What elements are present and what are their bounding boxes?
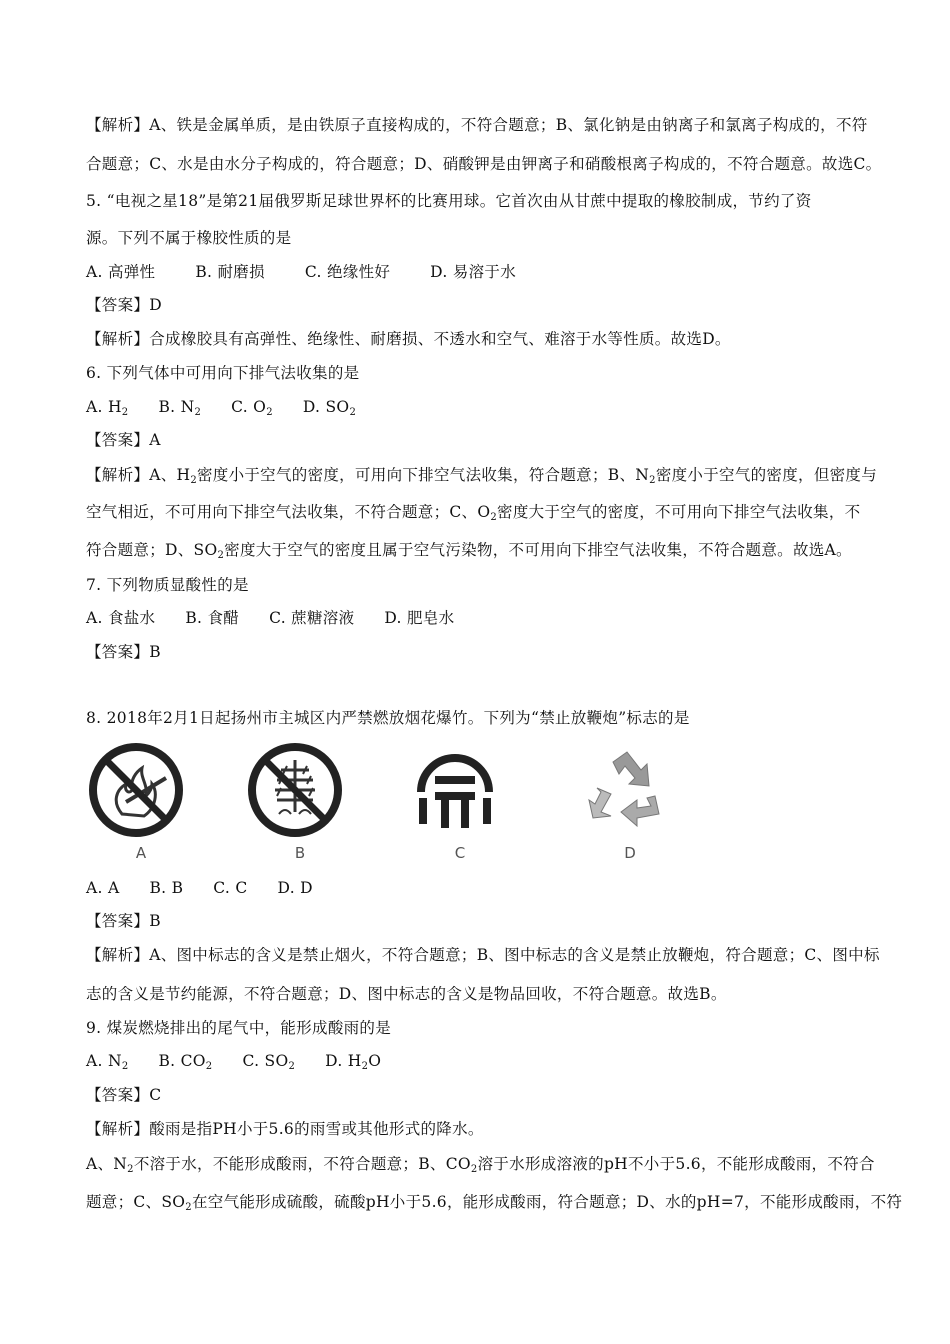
option-7d: D. 肥皂水 (384, 609, 455, 627)
sign-d (575, 740, 685, 870)
no-firecrackers-icon (245, 740, 345, 840)
option-9b: B. $CO_2$ (158, 1052, 213, 1072)
option-9a: A. $N_2$ (86, 1052, 129, 1072)
energy-saving-icon (405, 740, 505, 840)
paragraph-analysis-4-line2: 合题意；C、水是由水分子构成的，符合题意；D、硝酸钾是由钾离子和硝酸根离子构成的，不符合题意。故选C。 (86, 155, 882, 173)
option-8a: A. A (86, 879, 120, 897)
analysis-9-line2: A、$N_2$不溶于水，不能形成酸雨，不符合题意；B、$CO_2$溶于水形成溶液的pH不小于5.6，不能形成酸雨，不符合 (86, 1155, 875, 1175)
answer-8: 【答案】B (86, 912, 161, 930)
paragraph-analysis-4-line1: 【解析】A、铁是金属单质，是由铁原子直接构成的，不符合题意；B、氯化钠是由钠离子和氯离子构成的，不符 (86, 116, 868, 134)
option-5a: A. 高弹性 (86, 263, 156, 281)
sign-a-label: A (135, 844, 147, 862)
sign-c (405, 740, 515, 870)
no-fire-icon (86, 740, 186, 840)
question-9: 9. 煤炭燃烧排出的尾气中，能形成酸雨的是 (86, 1019, 392, 1037)
answer-6: 【答案】A (86, 431, 161, 449)
question-8-options (86, 878, 876, 898)
option-8b: B. B (149, 879, 184, 897)
question-5-line1: 5. “电视之星18”是第21届俄罗斯足球世界杯的比赛用球。它首次由从甘蔗中提取的橡胶制成，节约了资 (86, 192, 812, 210)
analysis-6-line1: 【解析】A、$H_2$密度小于空气的密度，可用向下排空气法收集，符合题意；B、$N_2$密度小于空气的密度，但密度与 (86, 466, 878, 486)
analysis-6-line2: 空气相近，不可用向下排空气法收集，不符合题意；C、$O_2$密度大于空气的密度，不可用向下排空气法收集，不 (86, 503, 861, 523)
analysis-8-line1: 【解析】A、图中标志的含义是禁止烟火，不符合题意；B、图中标志的含义是禁止放鞭炮，符合题意；C、图中标 (86, 946, 880, 964)
sign-c-label: C (454, 844, 466, 862)
sign-b-label: B (294, 844, 306, 862)
question-9-options (86, 1051, 876, 1071)
question-5-line2: 源。下列不属于橡胶性质的是 (86, 229, 292, 247)
question-6: 6. 下列气体中可用向下排气法收集的是 (86, 364, 360, 382)
option-7b: B. 食醋 (185, 609, 240, 627)
analysis-8-line2: 志的含义是节约能源，不符合题意；D、图中标志的含义是物品回收，不符合题意。故选B。 (86, 985, 727, 1003)
option-7a: A. 食盐水 (86, 609, 156, 627)
answer-9: 【答案】C (86, 1086, 162, 1104)
option-5b: B. 耐磨损 (195, 263, 265, 281)
question-5-options (86, 262, 876, 282)
option-9d: D. $H_2O$ (325, 1052, 382, 1072)
option-6a: A. $H_2$ (86, 398, 129, 418)
question-8: 8. 2018年2月1日起扬州市主城区内严禁燃放烟花爆竹。下列为“禁止放鞭炮”标志的是 (86, 709, 690, 727)
recycle-icon (575, 740, 675, 840)
analysis-6-line3: 符合题意；D、$SO_2$密度大于空气的密度且属于空气污染物，不可用向下排空气法收集，不符合题意。故选A。 (86, 541, 852, 561)
analysis-9-line3: 题意；C、$SO_2$在空气能形成硫酸，硫酸pH小于5.6，能形成酸雨，符合题意；D、水的pH=7，不能形成酸雨，不符 (86, 1193, 903, 1213)
question-6-options (86, 397, 876, 417)
option-5d: D. 易溶于水 (430, 263, 517, 281)
option-8c: C. C (213, 879, 248, 897)
sign-d-label: D (624, 844, 636, 862)
option-5c: C. 绝缘性好 (304, 263, 391, 281)
option-6c: C. $O_2$ (231, 398, 273, 418)
option-6b: B. $N_2$ (158, 398, 202, 418)
option-8d: D. D (277, 879, 313, 897)
question-7-options (86, 608, 876, 628)
question-7: 7. 下列物质显酸性的是 (86, 576, 249, 594)
option-9c: C. $SO_2$ (242, 1052, 296, 1072)
analysis-5: 【解析】合成橡胶具有高弹性、绝缘性、耐磨损、不透水和空气、难溶于水等性质。故选D。 (86, 330, 731, 348)
option-7c: C. 蔗糖溶液 (269, 609, 355, 627)
answer-5: 【答案】D (86, 296, 162, 314)
sign-a (86, 740, 196, 870)
analysis-9-line1: 【解析】酸雨是指PH小于5.6的雨雪或其他形式的降水。 (86, 1120, 484, 1138)
answer-7: 【答案】B (86, 643, 161, 661)
option-6d: D. $SO_2$ (302, 398, 357, 418)
sign-b (245, 740, 355, 870)
